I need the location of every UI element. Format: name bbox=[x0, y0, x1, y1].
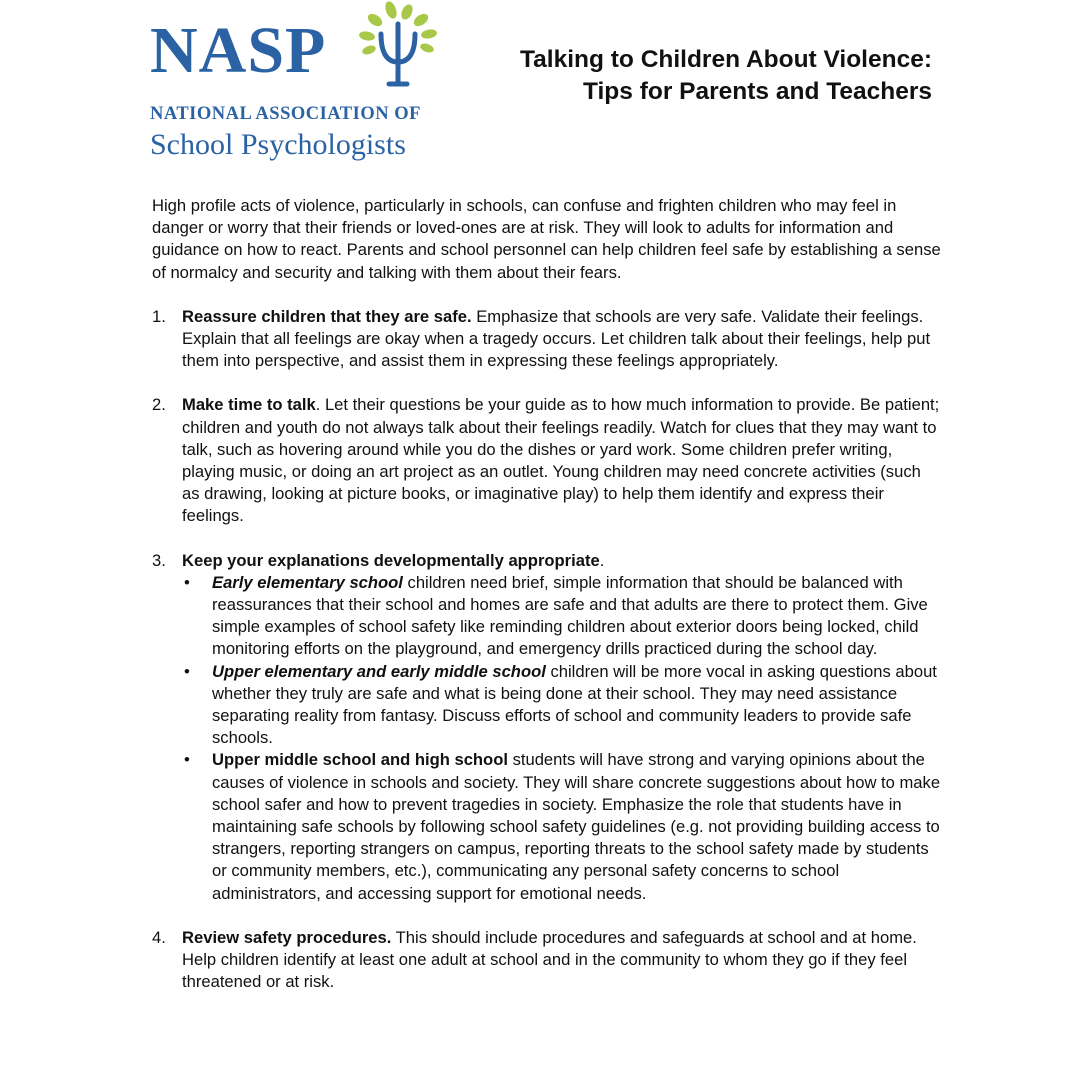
age-group-text: students will have strong and varying opinions about the causes of violence in schools and society. They will share concrete suggestions about how to make school safer and how to prevent tragedies in society. Emphasize the role that students have in maintaining safe schools by following school safety guidelines (e.g. not providing building access to strangers, reporting strangers on campus, reporting threats to the school safety made by students or community members, etc.), communicating any personal safety concerns to school administrators, and accessing support for emotional needs. bbox=[212, 750, 941, 903]
tip-item-3 bbox=[152, 550, 942, 905]
tip-number: 4. bbox=[152, 927, 166, 947]
age-group-lead: Early elementary school bbox=[212, 572, 403, 592]
bullet: • bbox=[184, 750, 190, 770]
tips-list bbox=[152, 306, 942, 994]
logo-org-line2: School Psychologists bbox=[150, 128, 406, 161]
age-group-item-upper-elementary bbox=[182, 661, 942, 750]
tip-text: . bbox=[599, 550, 605, 570]
tip-heading: Reassure children that they are safe. bbox=[182, 306, 472, 326]
bullet: • bbox=[184, 661, 190, 681]
age-group-item-early-elementary bbox=[182, 572, 942, 661]
title-line-2: Tips for Parents and Teachers bbox=[582, 78, 932, 105]
nasp-logo bbox=[150, 0, 450, 170]
tip-heading: Keep your explanations developmentally appropriate bbox=[182, 550, 600, 570]
age-group-list bbox=[182, 572, 942, 905]
document-title bbox=[520, 44, 932, 108]
age-group-text: children need brief, simple information that should be balanced with reassurances that their school and homes are safe and that adults are there to protect them. Give simple examples of school safety like reminding children about exterior doors being locked, child monitoring efforts on the playground, and emergency drills practiced during the school day. bbox=[212, 572, 928, 659]
tip-number: 1. bbox=[152, 306, 166, 326]
tip-item-2 bbox=[152, 394, 942, 527]
age-group-text: children will be more vocal in asking questions about whether they truly are safe and what is being done at their school. They may need assistance separating reality from fantasy. Discuss efforts of school and community leaders to provide safe schools. bbox=[212, 661, 937, 748]
age-group-lead: Upper elementary and early middle school bbox=[212, 661, 546, 681]
tip-item-1 bbox=[152, 306, 942, 373]
intro-paragraph: High profile acts of violence, particularly in schools, can confuse and frighten children who may feel in danger or worry that their friends or loved-ones are at risk. They will look to adults for information and guidance on how to react. Parents and school personnel can help children feel safe by establishing a sense of normalcy and security and talking with them about their fears. bbox=[152, 196, 941, 282]
tip-text: . Let their questions be your guide as to how much information to provide. Be patient; children and youth do not always talk about their feelings readily. Watch for clues that they may want to talk, such as hovering around while you do the dishes or yard work. Some children prefer writing, playing music, or doing an art project as an outlet. Young children may need concrete activities (such as drawing, looking at picture books, or imaginative play) to help them identify and express their feelings. bbox=[182, 395, 940, 526]
tip-item-4 bbox=[152, 927, 942, 994]
tip-heading: Review safety procedures. bbox=[182, 927, 392, 947]
psi-symbol-with-leaves-icon bbox=[345, 0, 445, 90]
tip-number: 3. bbox=[152, 550, 166, 570]
title-line-1: Talking to Children About Violence: bbox=[520, 46, 932, 73]
tip-text: Emphasize that schools are very safe. Validate their feelings. Explain that all feelings are okay when a tragedy occurs. Let children talk about their feelings, help put them into perspective, and assist them in expressing these feelings appropriately. bbox=[182, 306, 931, 371]
tip-number: 2. bbox=[152, 395, 166, 415]
document-body bbox=[152, 195, 942, 1016]
age-group-lead: Upper middle school and high school bbox=[212, 750, 508, 770]
logo-org-line1: NATIONAL ASSOCIATION OF bbox=[150, 104, 421, 124]
age-group-item-high-school bbox=[182, 749, 942, 904]
tip-text: This should include procedures and safeguards at school and at home. Help children identify at least one adult at school and in the community to whom they go if they feel threatened or at risk. bbox=[182, 927, 917, 992]
logo-wordmark: NASP bbox=[150, 14, 327, 87]
tip-heading: Make time to talk bbox=[182, 395, 316, 415]
bullet: • bbox=[184, 572, 190, 592]
